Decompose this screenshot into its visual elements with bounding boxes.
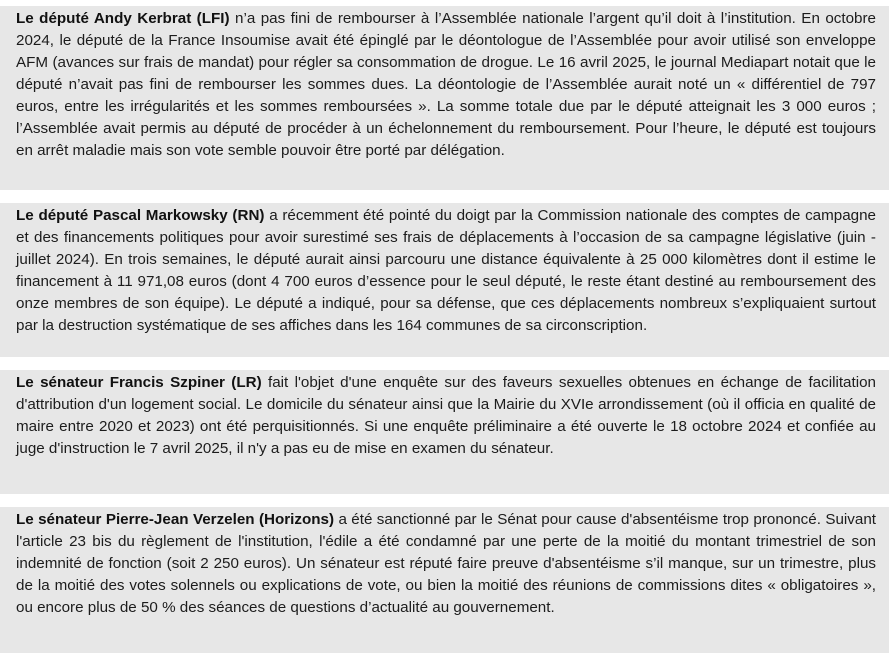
entry-text: n’a pas fini de rembourser à l’Assemblée nationale l’argent qu’il doit à l’institution. En octobre 2024, le député de la France Insoumise avait été épinglé par le déontologue de l’Assemblée pour avoir utilisé son enveloppe AFM (avances sur frais de mandat) pour régler sa consommation de drogue. Le 16 avril 2025, le journal Mediapart notait que le député n’avait pas fini de rembourser les sommes dues. La déontologie de l’Assemblée aurait noté un « différentiel de 797 euros, entre les irrégularités et les sommes remboursées ». La somme totale due par le député atteignait les 3 000 euros ; l’Assemblée avait permis au député de procéder à un échelonnement du remboursement. Pour l’heure, le député est toujours en arrêt maladie mais son vote semble pouvoir être porté par délégation.: [16, 10, 876, 159]
entry-francis-szpiner: [0, 370, 889, 494]
entry-text: a récemment été pointé du doigt par la Commission nationale des comptes de campagne et des financements politiques pour avoir surestimé ses frais de déplacements à l’occasion de sa campagne législative (juin - juillet 2024). En trois semaines, le député aurait ainsi parcouru une distance équivalente à 25 000 kilomètres dont il estime le financement à 11 971,08 euros (dont 4 700 euros d’essence pour le seul député, le reste étant destiné au remboursement des onze membres de son équipe). Le député a indiqué, pour sa défense, que ces déplacements nombreux s’expliquaient surtout par la destruction systématique de ses affiches dans les 164 communes de sa circonscription.: [16, 207, 876, 334]
entry-paragraph: [16, 509, 876, 619]
entry-pierre-jean-verzelen: [0, 507, 889, 653]
entry-pascal-markowsky: [0, 203, 889, 357]
entry-text: fait l'objet d'une enquête sur des faveurs sexuelles obtenues en échange de facilitation d'attribution d'un logement social. Le domicile du sénateur ainsi que la Mairie du XVIe arrondissement (où il officia en qualité de maire entre 2020 et 2023) ont été perquisitionnés. Si une enquête préliminaire a été ouverte le 18 octobre 2024 et confiée au juge d'instruction le 7 avril 2025, il n'y a pas eu de mise en examen du sénateur.: [16, 374, 876, 457]
entry-paragraph: [16, 205, 876, 337]
entry-name: Le sénateur Francis Szpiner (LR): [16, 374, 262, 391]
entry-paragraph: [16, 8, 876, 162]
entry-andy-kerbrat: [0, 6, 889, 190]
entry-paragraph: [16, 372, 876, 460]
entry-text: a été sanctionné par le Sénat pour cause d'absentéisme trop prononcé. Suivant l'article 23 bis du règlement de l'institution, l'édile a été condamné par une perte de la moitié du montant trimestriel de son indemnité de fonction (soit 2 250 euros). Un sénateur est réputé faire preuve d'absentéisme s’il manque, sur un trimestre, plus de la moitié des votes solennels ou explications de vote, ou bien la moitié des réunions de commissions dites « obligatoires », ou encore plus de 50 % des séances de questions d’actualité au gouvernement.: [16, 511, 876, 616]
entry-name: Le député Andy Kerbrat (LFI): [16, 10, 230, 27]
entry-name: Le député Pascal Markowsky (RN): [16, 207, 265, 224]
entry-name: Le sénateur Pierre-Jean Verzelen (Horizons): [16, 511, 335, 528]
